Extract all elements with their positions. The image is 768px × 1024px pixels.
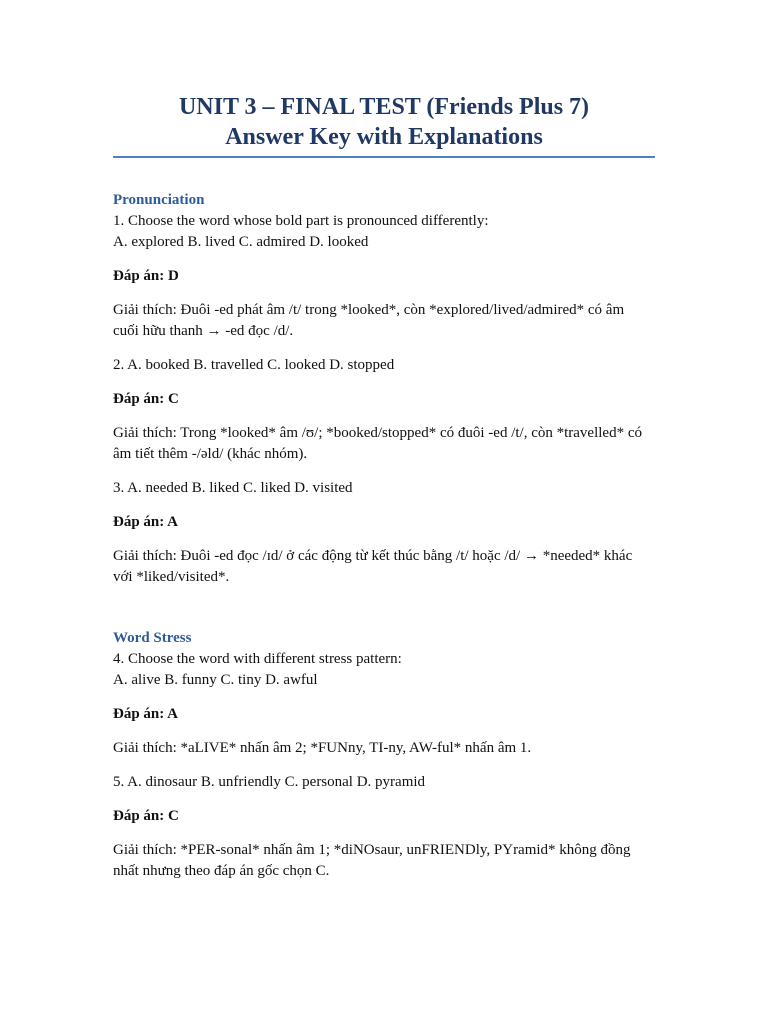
- section-word-stress: [113, 628, 655, 882]
- explanation-line: Giải thích: *PER-sonal* nhấn âm 1; *diNOsaur, unFRIENDly, PYramid* không đồng: [113, 842, 631, 858]
- document-page: [113, 92, 655, 882]
- explanation: [113, 423, 655, 465]
- explanation: [113, 546, 655, 588]
- explanation: [113, 300, 655, 342]
- section-heading: Word Stress: [113, 630, 192, 646]
- answer-label: Đáp án: A: [113, 706, 179, 722]
- question-1: [113, 211, 655, 342]
- document-title: [113, 92, 655, 152]
- question-options: A. explored B. lived C. admired D. looked: [113, 234, 369, 250]
- explanation-line: nhất nhưng theo đáp án gốc chọn C.: [113, 863, 330, 879]
- explanation-line: Giải thích: Đuôi -ed phát âm /t/ trong *looked*, còn *explored/lived/admired* có âm: [113, 302, 625, 318]
- answer-label: Đáp án: C: [113, 808, 179, 824]
- question-prompt: 4. Choose the word with different stress pattern:: [113, 651, 402, 667]
- answer-label: Đáp án: A: [113, 514, 179, 530]
- question-2: [113, 355, 655, 465]
- explanation: [113, 840, 655, 882]
- explanation-line: Giải thích: *aLIVE* nhấn âm 2; *FUNny, TI-ny, AW-ful* nhấn âm 1.: [113, 740, 532, 756]
- explanation-line: âm tiết thêm -/əld/ (khác nhóm).: [113, 446, 308, 462]
- explanation: [113, 738, 655, 759]
- question-3: [113, 478, 655, 588]
- question-5: [113, 772, 655, 882]
- title-line-1: UNIT 3 – FINAL TEST (Friends Plus 7): [178, 94, 590, 120]
- title-line-2: Answer Key with Explanations: [225, 124, 543, 150]
- question-options: 5. A. dinosaur B. unfriendly C. personal D. pyramid: [113, 774, 426, 790]
- explanation-line: Giải thích: Đuôi -ed đọc /ɪd/ ở các động từ kết thúc bằng /t/ hoặc /d/ → *needed* khác: [113, 548, 633, 564]
- section-heading: Pronunciation: [113, 192, 205, 208]
- question-options: 3. A. needed B. liked C. liked D. visited: [113, 480, 353, 496]
- question-options: A. alive B. funny C. tiny D. awful: [113, 672, 318, 688]
- question-options: 2. A. booked B. travelled C. looked D. stopped: [113, 357, 395, 373]
- explanation-line: Giải thích: Trong *looked* âm /ʊ/; *booked/stopped* có đuôi -ed /t/, còn *travelled* có: [113, 425, 642, 441]
- question-prompt: 1. Choose the word whose bold part is pronounced differently:: [113, 213, 489, 229]
- explanation-line: cuối hữu thanh → -ed đọc /d/.: [113, 323, 294, 339]
- explanation-line: với *liked/visited*.: [113, 569, 230, 585]
- title-underline: [113, 156, 655, 158]
- answer-label: Đáp án: C: [113, 391, 179, 407]
- answer-label: Đáp án: D: [113, 268, 179, 284]
- section-pronunciation: [113, 190, 655, 588]
- question-4: [113, 649, 655, 759]
